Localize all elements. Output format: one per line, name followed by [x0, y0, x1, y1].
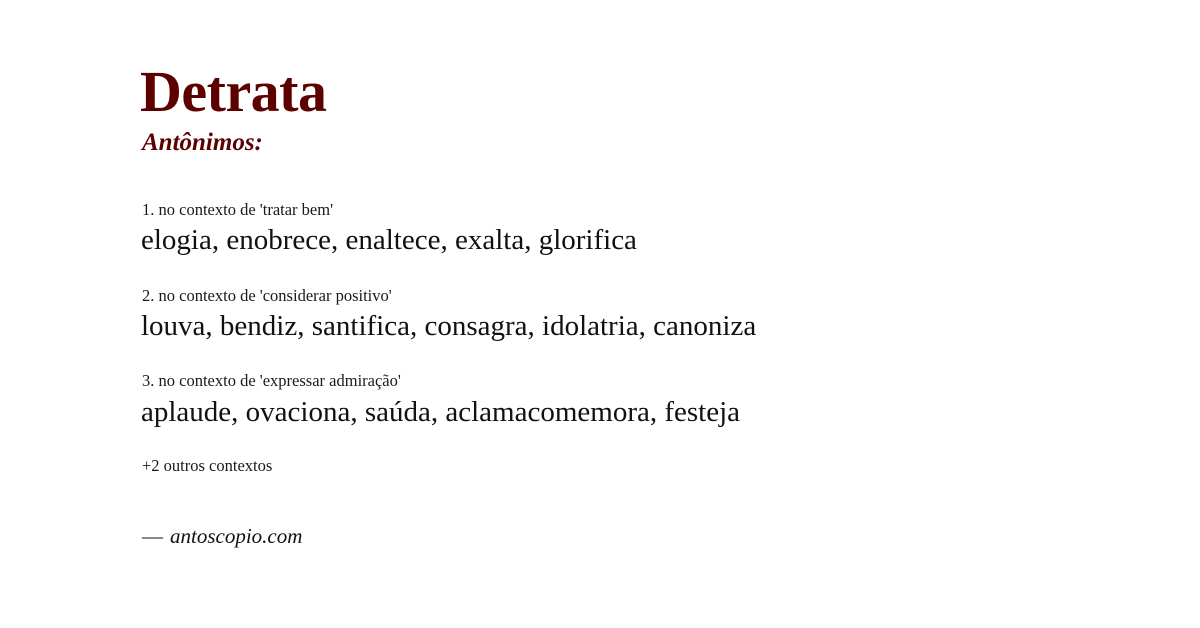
- em-dash: —: [142, 523, 163, 548]
- antonym-entries-list: [140, 199, 1060, 430]
- entry-context-label: 1. no contexto de 'tratar bem': [142, 199, 334, 219]
- list-item: [140, 199, 1060, 259]
- entry-antonyms: louva, bendiz, santifica, consagra, idolatria, canoniza: [141, 310, 757, 343]
- list-item: [140, 370, 1060, 430]
- source-name: antoscopio.com: [170, 523, 303, 548]
- more-contexts-label: +2 outros contextos: [142, 455, 273, 475]
- entry-antonyms: elogia, enobrece, enaltece, exalta, glorifica: [141, 224, 637, 257]
- list-item: [140, 285, 1060, 345]
- entry-antonyms: aplaude, ovaciona, saúda, aclamacomemora, festeja: [141, 395, 741, 428]
- page-title: Detrata: [140, 59, 327, 124]
- entry-context-label: 2. no contexto de 'considerar positivo': [142, 285, 392, 305]
- section-subtitle: Antônimos:: [142, 128, 263, 156]
- source-attribution: [142, 524, 1060, 549]
- entry-context-label: 3. no contexto de 'expressar admiração': [142, 371, 401, 391]
